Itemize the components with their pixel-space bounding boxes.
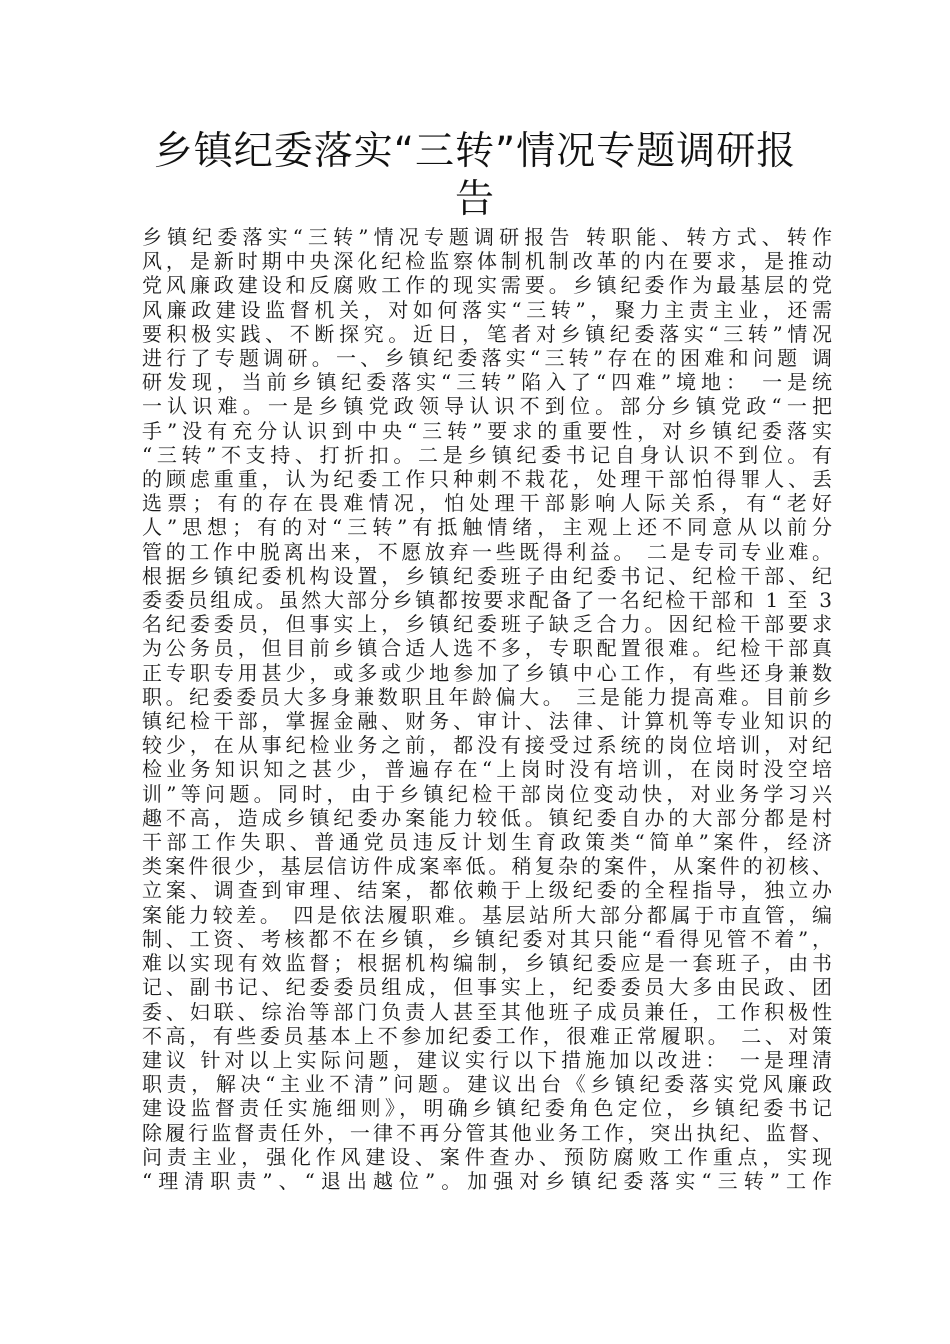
- body-line: 手”没有充分认识到中央“三转”要求的重要性，对乡镇纪委落实: [142, 418, 832, 443]
- body-line: 进行了专题调研。一、乡镇纪委落实“三转”存在的困难和问题 调: [142, 346, 832, 371]
- body-line: 委委员组成。虽然大部分乡镇都按要求配备了一名纪检干部和 1 至 3: [142, 588, 832, 613]
- body-line: 管的工作中脱离出来，不愿放弃一些既得利益。 二是专司专业难。: [142, 539, 832, 564]
- title-line: 告: [454, 177, 495, 222]
- body-line: 立案、调查到审理、结案，都依赖于上级纪委的全程指导，独立办: [142, 878, 832, 903]
- body-line: 根据乡镇纪委机构设置，乡镇纪委班子由纪委书记、纪检干部、纪: [142, 563, 832, 588]
- body-line: 为公务员，但目前乡镇合适人选不多，专职配置很难。纪检干部真: [142, 636, 832, 661]
- body-line: “三转”不支持、打折扣。二是乡镇纪委书记自身认识不到位。有: [142, 442, 832, 467]
- body-line: 干部工作失职、普通党员违反计划生育政策类“简单”案件，经济: [142, 830, 832, 855]
- body-line: 风廉政建设监督机关，对如何落实“三转”，聚力主责主业，还需: [142, 297, 832, 322]
- body-line: 训”等问题。同时，由于乡镇纪检干部岗位变动快，对业务学习兴: [142, 781, 832, 806]
- body-line: 党风廉政建设和反腐败工作的现实需要。乡镇纪委作为最基层的党: [142, 273, 832, 298]
- body-line: 建设监督责任实施细则》，明确乡镇纪委角色定位，乡镇纪委书记: [142, 1096, 832, 1121]
- body-line: 人”思想；有的对“三转”有抵触情绪，主观上还不同意从以前分: [142, 515, 832, 540]
- body-line: 镇纪检干部，掌握金融、财务、审计、法律、计算机等专业知识的: [142, 709, 832, 734]
- body-line: 检业务知识知之甚少，普遍存在“上岗时没有培训，在岗时没空培: [142, 757, 832, 782]
- body-line: 趣不高，造成乡镇纪委办案能力较低。镇纪委自办的大部分都是村: [142, 805, 832, 830]
- body-line: 要积极实践、不断探究。近日，笔者对乡镇纪委落实“三转”情况: [142, 321, 832, 346]
- body-line: 的顾虑重重，认为纪委工作只种刺不栽花，处理干部怕得罪人、丢: [142, 467, 832, 492]
- body-line: 建议 针对以上实际问题，建议实行以下措施加以改进： 一是理清: [142, 1047, 832, 1072]
- document-body: [142, 225, 832, 1193]
- title-line: 乡镇纪委落实“三转”情况专题调研报: [153, 129, 797, 174]
- body-line: 职责，解决“主业不清”问题。建议出台《乡镇纪委落实党风廉政: [142, 1072, 832, 1097]
- body-line: 职。纪委委员大多身兼数职且年龄偏大。 三是能力提高难。目前乡: [142, 684, 832, 709]
- body-line: 类案件很少，基层信访件成案率低。稍复杂的案件，从案件的初核、: [142, 854, 832, 879]
- body-line: 案能力较差。 四是依法履职难。基层站所大部分都属于市直管，编: [142, 902, 832, 927]
- body-line: 记、副书记、纪委委员组成，但事实上，纪委委员大多由民政、团: [142, 975, 832, 1000]
- body-line: 难以实现有效监督；根据机构编制，乡镇纪委应是一套班子，由书: [142, 951, 832, 976]
- body-line: 乡镇纪委落实“三转”情况专题调研报告 转职能、转方式、转作: [142, 225, 832, 249]
- body-line: 制、工资、考核都不在乡镇，乡镇纪委对其只能“看得见管不着”，: [142, 926, 832, 951]
- body-line: 较少，在从事纪检业务之前，都没有接受过系统的岗位培训，对纪: [142, 733, 832, 758]
- body-line: 问责主业，强化作风建设、案件查办、预防腐败工作重点，实现: [142, 1144, 832, 1169]
- body-line: 研发现，当前乡镇纪委落实“三转”陷入了“四难”境地： 一是统: [142, 370, 832, 395]
- body-line: 委、妇联、综治等部门负责人甚至其他班子成员兼任，工作积极性: [142, 999, 832, 1024]
- document-title: [0, 128, 950, 224]
- body-line: 正专职专用甚少，或多或少地参加了乡镇中心工作，有些还身兼数: [142, 660, 832, 685]
- body-line: “理清职责”、“退出越位”。加强对乡镇纪委落实“三转”工作: [142, 1168, 832, 1193]
- body-line: 不高，有些委员基本上不参加纪委工作，很难正常履职。 二、对策: [142, 1023, 832, 1048]
- body-line: 选票；有的存在畏难情况，怕处理干部影响人际关系，有“老好: [142, 491, 832, 516]
- body-line: 名纪委委员，但事实上，乡镇纪委班子缺乏合力。因纪检干部要求: [142, 612, 832, 637]
- body-line: 风，是新时期中央深化纪检监察体制机制改革的内在要求，是推动: [142, 249, 832, 274]
- body-line: 一认识难。一是乡镇党政领导认识不到位。部分乡镇党政“一把: [142, 394, 832, 419]
- body-line: 除履行监督责任外，一律不再分管其他业务工作，突出执纪、监督、: [142, 1120, 832, 1145]
